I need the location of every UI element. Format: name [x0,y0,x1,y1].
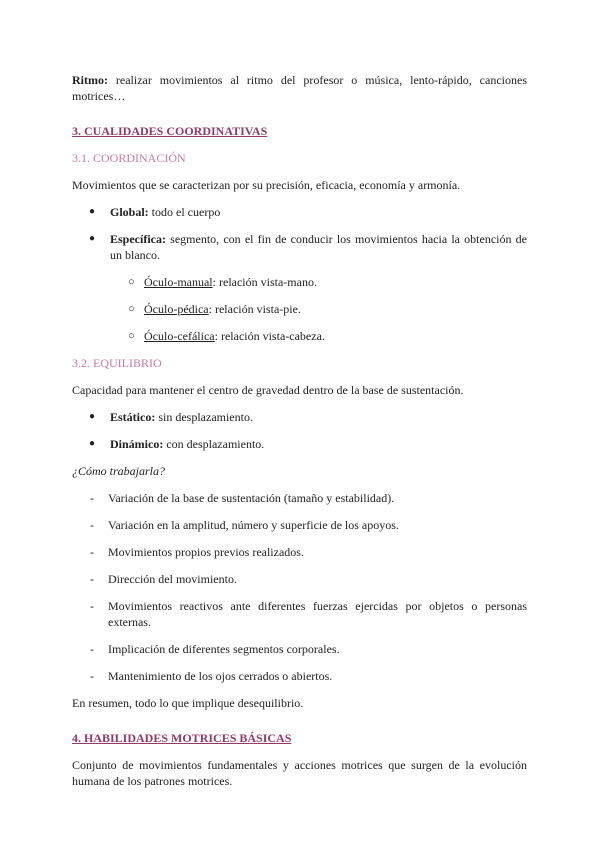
dash-text: Movimientos propios previos realizados. [108,545,304,559]
dash-icon: - [90,518,94,532]
dash-text: Movimientos reactivos ante diferentes fuerzas ejercidas por objetos o personas externas. [108,599,527,629]
list-item [72,490,527,506]
circle-bullet-icon: ○ [128,303,135,315]
page-content [72,72,527,789]
list-item [72,274,527,290]
coordinacion-heading: 3.1. COORDINACIÓN [72,151,186,165]
equilibrio-question: ¿Cómo trabajarla? [72,464,166,478]
bullet-text: sin desplazamiento. [155,410,253,424]
dash-text: Variación de la base de sustentación (tamaño y estabilidad). [108,491,395,505]
ritmo-paragraph [72,72,527,104]
list-item [72,641,527,657]
coordinacion-sub-list [72,274,527,344]
list-item [72,571,527,587]
ritmo-text: realizar movimientos al ritmo del profesor o música, lento-rápido, canciones motrices… [72,73,527,103]
equilibrio-intro: Capacidad para mantener el centro de gravedad dentro de la base de sustentación. [72,383,464,397]
list-item [72,328,527,344]
list-item [72,409,527,425]
sub-term: Óculo-cefálica [144,329,215,343]
sub-term: Óculo-manual [144,275,213,289]
sub-text: : relación vista-cabeza. [214,329,325,343]
bullet-text: con desplazamiento. [163,437,265,451]
bullet-icon: ● [89,206,96,217]
bullet-label: Dinámico: [110,437,164,451]
dash-text: Dirección del movimiento. [108,572,237,586]
ritmo-label: Ritmo: [72,73,108,87]
bullet-text: todo el cuerpo [148,205,221,219]
section-4-heading: 4. HABILIDADES MOTRICES BÁSICAS [72,731,292,745]
coordinacion-bullet-list [72,204,527,263]
dash-icon: - [90,642,94,656]
section-4-intro: Conjunto de movimientos fundamentales y acciones motrices que surgen de la evolución humana de los patrones motrices. [72,758,527,788]
bullet-icon: ● [89,233,96,244]
bullet-label: Específica: [110,232,166,246]
circle-bullet-icon: ○ [128,330,135,342]
equilibrio-summary: En resumen, todo lo que implique desequilibrio. [72,696,304,710]
sub-text: : relación vista-mano. [212,275,317,289]
sub-text: : relación vista-pie. [208,302,301,316]
dash-text: Implicación de diferentes segmentos corporales. [108,642,340,656]
sub-term: Óculo-pédica [144,302,209,316]
section-3-heading: 3. CUALIDADES COORDINATIVAS [72,124,268,138]
equilibrio-heading: 3.2. EQUILIBRIO [72,356,162,370]
dash-icon: - [90,669,94,683]
bullet-label: Estático: [110,410,156,424]
list-item [72,544,527,560]
dash-icon: - [90,545,94,559]
list-item [72,231,527,263]
dash-icon: - [90,599,94,613]
list-item [72,598,527,630]
bullet-text: segmento, con el fin de conducir los movimientos hacia la obtención de un blanco. [110,232,527,262]
dash-icon: - [90,572,94,586]
list-item [72,436,527,452]
coordinacion-intro: Movimientos que se caracterizan por su precisión, eficacia, economía y armonía. [72,178,461,192]
bullet-icon: ● [89,438,96,449]
dash-text: Mantenimiento de los ojos cerrados o abiertos. [108,669,333,683]
equilibrio-bullet-list [72,409,527,452]
list-item [72,668,527,684]
equilibrio-dash-list [72,490,527,684]
dash-text: Variación en la amplitud, número y superficie de los apoyos. [108,518,399,532]
bullet-icon: ● [89,411,96,422]
dash-icon: - [90,491,94,505]
list-item [72,204,527,220]
circle-bullet-icon: ○ [128,276,135,288]
bullet-label: Global: [110,205,149,219]
list-item [72,517,527,533]
list-item [72,301,527,317]
